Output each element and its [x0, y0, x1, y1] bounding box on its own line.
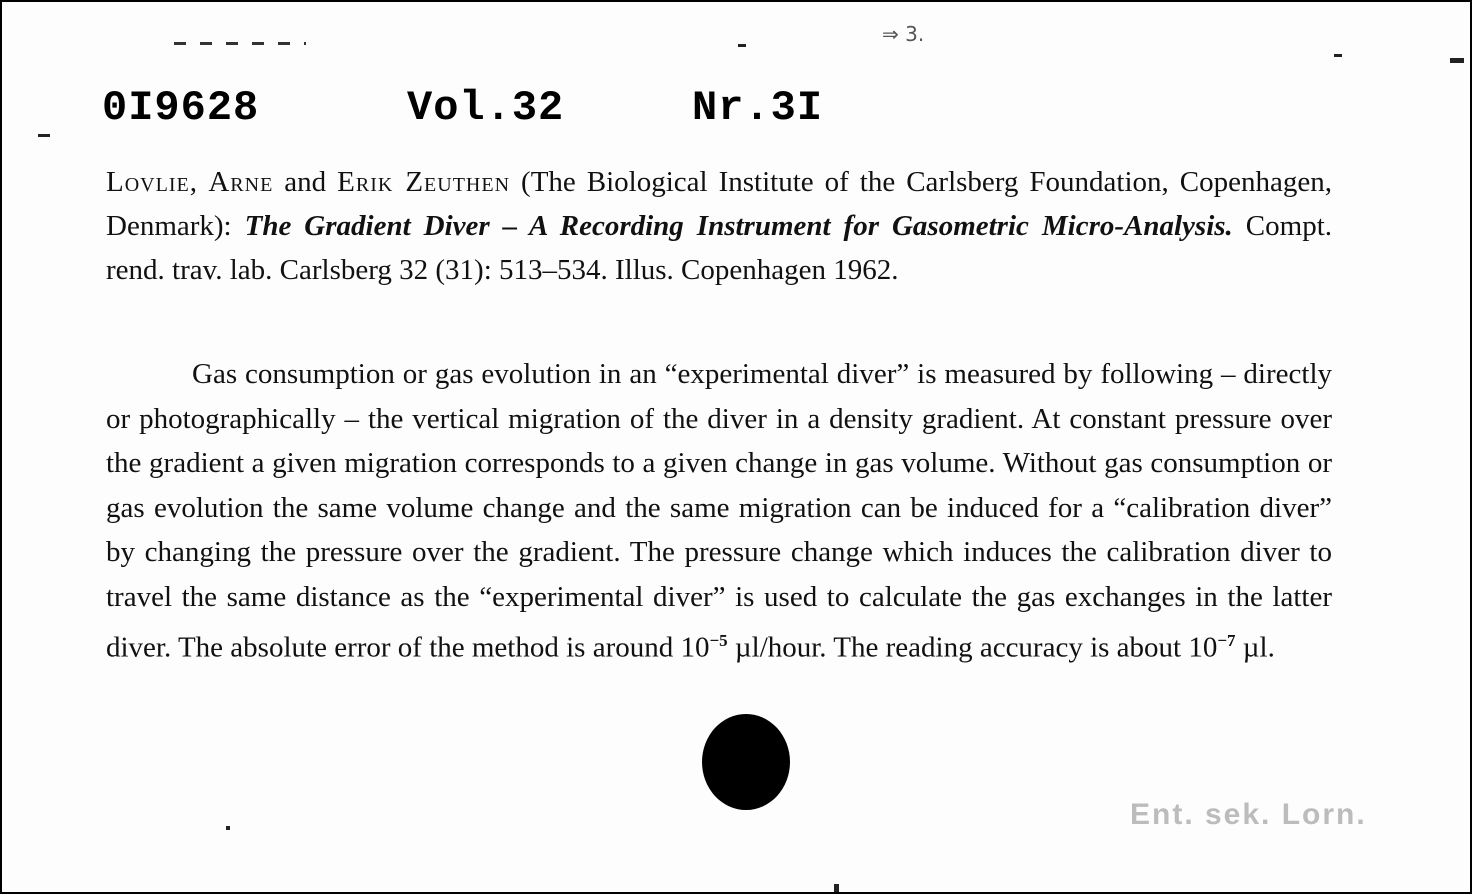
- library-stamp: Ent. sek. Lorn.: [1130, 798, 1367, 831]
- abstract-text-middle: µl/hour. The reading accuracy is about 10: [727, 631, 1218, 664]
- article-title: The Gradient Diver – A Recording Instrument for Gasometric Micro-Analysis.: [244, 210, 1233, 242]
- left-dash-mark: [38, 134, 50, 137]
- source-reference: Compt. rend. trav. lab. Carlsberg 32 (31): 513–534. Illus. Copenhagen 1962.: [106, 210, 1333, 286]
- citation: [106, 160, 1332, 292]
- punch-hole: [702, 714, 790, 810]
- bottom-dot-mark: [226, 826, 230, 830]
- author-1: Lovlie, Arne: [106, 166, 274, 198]
- author-conjunction: and: [284, 166, 327, 198]
- handwritten-annotation: ⇒ 3.: [882, 22, 925, 46]
- top-dash-mark: [174, 42, 306, 45]
- right-dash-mark: [1334, 54, 1342, 57]
- exponent-2: −7: [1217, 631, 1236, 650]
- volume-label: Vol.32: [407, 84, 565, 132]
- affiliation: (The Biological Institute of the Carlsberg Foundation, Copenhagen, Denmark):: [106, 166, 1332, 242]
- abstract-text-end: µl.: [1235, 631, 1275, 664]
- corner-mark: [1450, 58, 1464, 63]
- author-2: Erik Zeuthen: [337, 166, 511, 198]
- abstract-text: Gas consumption or gas evolution in an “experimental diver” is measured by following – directly or photographically – the vertical migration of the diver in a density gradient. At constant pressure over the gradient a given migration corresponds to a given change in gas volume. Without gas consumption or gas evolution the same volume change and the same migration can be induced for a “calibration diver” by changing the pressure over the gradient. The pressure change which induces the calibration diver to travel the same distance as the “experimental diver” is used to calculate the gas exchanges in the latter diver. The absolute error of the method is around 10: [106, 358, 1332, 664]
- number-label: Nr.3I: [692, 84, 824, 132]
- dot-mark: [738, 44, 746, 47]
- bottom-tick-mark: [834, 884, 839, 894]
- exponent-1: −5: [709, 631, 728, 650]
- abstract: [106, 352, 1332, 670]
- accession-number: 0I9628: [102, 84, 260, 132]
